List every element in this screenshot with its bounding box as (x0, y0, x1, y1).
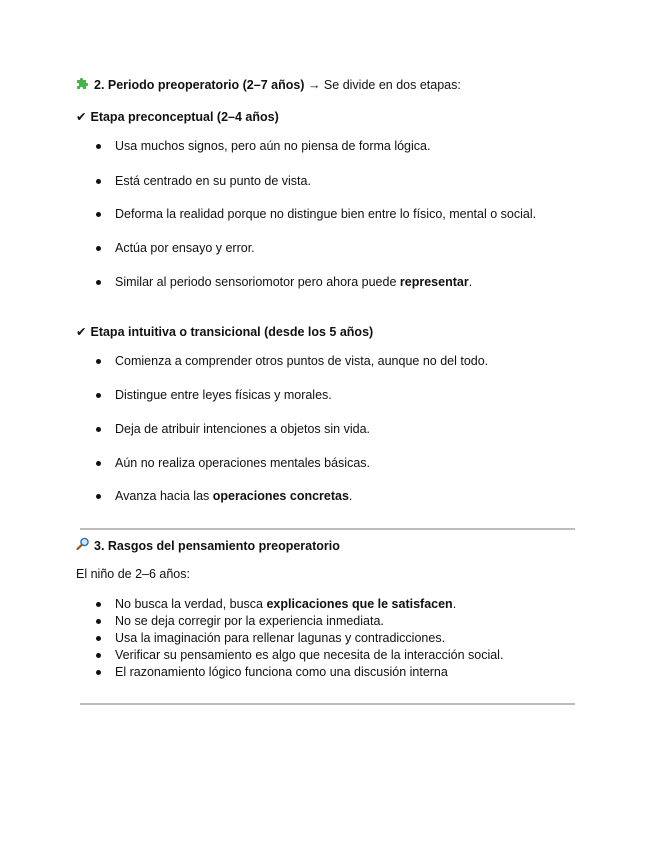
magnifying-glass-icon (76, 537, 90, 553)
bullet-icon (96, 653, 101, 658)
section-2-heading (76, 76, 461, 92)
list-item-text: Verificar su pensamiento es algo que necesita de la interacción social. (115, 648, 504, 662)
check-mark-icon: ✔ (76, 110, 87, 124)
bullet-icon (96, 280, 101, 285)
stage-intuitive-heading (76, 324, 373, 339)
list-item-text: Distingue entre leyes físicas y morales. (115, 388, 332, 402)
list-item-text: Comienza a comprender otros puntos de vista, aunque no del todo. (115, 354, 489, 368)
bullet-icon (96, 636, 101, 641)
list-item-tail: . (468, 275, 473, 289)
list-item-text: Similar al periodo sensoriomotor pero ahora puede (115, 275, 400, 289)
bullet-icon (96, 461, 101, 466)
bullet-icon (96, 427, 101, 432)
list-item-bold: explicaciones que le satisfacen (266, 597, 453, 611)
stage-intuitive-title: Etapa intuitiva o transicional (desde los 5 años) (90, 325, 374, 339)
bullet-icon (96, 602, 101, 607)
horizontal-divider (80, 703, 575, 705)
stage-preconceptual-title: Etapa preconceptual (2–4 años) (90, 110, 279, 124)
list-item-text: Deforma la realidad porque no distingue bien entre lo físico, mental o social. (115, 207, 537, 221)
bullet-icon (96, 619, 101, 624)
bullet-icon (96, 144, 101, 149)
puzzle-piece-icon (76, 76, 90, 92)
list-item-tail: . (452, 597, 457, 611)
bullet-icon (96, 246, 101, 251)
bullet-icon (96, 670, 101, 675)
section-3-title: 3. Rasgos del pensamiento preoperatorio (94, 539, 340, 553)
horizontal-divider (80, 528, 575, 530)
bullet-icon (96, 494, 101, 499)
check-mark-icon: ✔ (76, 325, 87, 339)
bullet-icon (96, 179, 101, 184)
bullet-icon (96, 393, 101, 398)
list-item-text: No busca la verdad, busca (115, 597, 267, 611)
list-item-bold: representar (399, 275, 469, 289)
list-item-text: Avanza hacia las (115, 489, 213, 503)
section-2-tail: Se divide en dos etapas: (320, 78, 461, 92)
section-3-intro: El niño de 2–6 años: (76, 567, 190, 581)
list-item-text: Deja de atribuir intenciones a objetos sin vida. (115, 422, 371, 436)
list-item-bold: operaciones concretas (212, 489, 349, 503)
list-item-text: Actúa por ensayo y error. (115, 241, 255, 255)
list-item-text: El razonamiento lógico funciona como una discusión interna (115, 665, 448, 679)
stage-preconceptual-heading (76, 109, 279, 124)
list-item-text: Aún no realiza operaciones mentales básicas. (115, 456, 371, 470)
list-item-text: Está centrado en su punto de vista. (115, 174, 311, 188)
list-item-text: Usa la imaginación para rellenar lagunas y contradicciones. (115, 631, 446, 645)
list-item-text: Usa muchos signos, pero aún no piensa de forma lógica. (115, 139, 431, 153)
section-3-heading (76, 537, 340, 553)
list-item-text: No se deja corregir por la experiencia inmediata. (115, 614, 384, 628)
arrow-glyph: → (307, 78, 321, 92)
bullet-icon (96, 359, 101, 364)
bullet-icon (96, 212, 101, 217)
list-item-tail: . (348, 489, 353, 503)
section-2-title: 2. Periodo preoperatorio (2–7 años) (94, 78, 305, 92)
